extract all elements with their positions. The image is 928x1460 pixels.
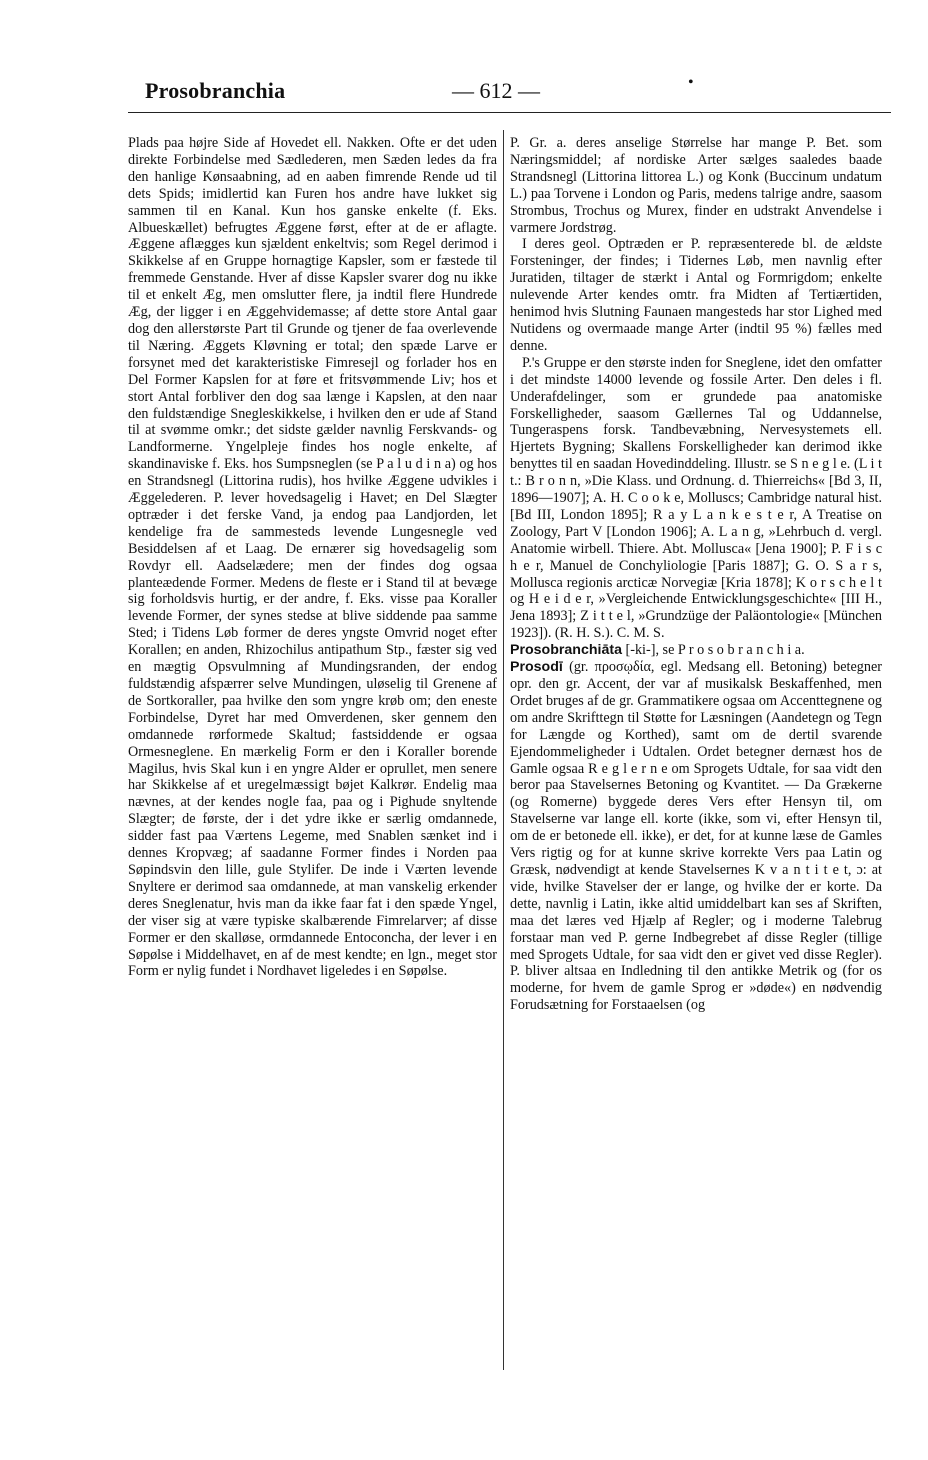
left-column <box>128 135 497 980</box>
entry-headword: Prosobranchiāta <box>510 642 622 659</box>
right-column <box>510 135 882 1014</box>
entry-body: (gr. προσῳδία, egl. Medsang ell. Betoning) betegner opr. den gr. Accent, der var af musikalsk Beskaffenhed, men Ordet bruges af de gr. Grammatikere ogsaa om Accenttegnene og om andre Skrifttegn til Støtte for Læsningen (Aandetegn og Tegn for Længde og Korthed), samt om de dertil svarende Ejendommeligheder i Udtalen. Ordet betegner dernæst hos de Gamle ogsaa R e g l e r n e om Sprogets Udtale, for saa vidt den beror paa Stavelsernes Betoning og Kvantitet. — Da Grækerne (og Romerne) byggede deres Vers efter Hensyn til, om Stavelserne var lange ell. korte (ikke, som vi, efter Hensyn til, om de er betonede ell. ikke), er det, for at kunne læse de Gamles Vers rigtig og for at kunne skrive korrekte Vers paa Latin og Græsk, nødvendigt at kende Stavelsernes K v a n t i t e t, ɔ: at vide, hvilke Stavelser der er lange, og hvilke der er korte. Da dette, navnlig i Latin, ikke altid umiddelbart kan ses af Skriften, maa det læres ved Hjælp af Regler; og i moderne Talebrug forstaar man ved P. gerne Indbegrebet af disse Regler (tillige med Sprogets Udtale, for saa vidt den er givet ved disse Regler). P. bliver altsaa en Indledning til den antikke Metrik og (for os moderne, for hvem de gamle Sprog er »døde«) en nødvendig Forudsætning for Forstaaelsen (og <box>510 659 882 1014</box>
right-paragraph-2: I deres geol. Optræden er P. repræsenterede bl. de ældste Forsteninger, der findes; i Tidernes Løb, men navnlig efter Juratiden, tiltager de stærkt i Antal og Formrigdom; enkelte nulevende Arter kendes omtr. fra Midten af Tertiærtiden, henimod hvis Slutning Faunaen mangesteds har stor Lighed med Nutidens og overmaade mange Arter (indtil 95 %) fælles med denne. <box>510 236 882 354</box>
entry-prosodi <box>510 659 882 1014</box>
header-rule <box>128 112 891 113</box>
running-head-title: Prosobranchia <box>145 78 286 103</box>
entry-body: [-ki-], se P r o s o b r a n c h i a. <box>621 642 805 659</box>
right-paragraph-1: P. Gr. a. deres anselige Størrelse har mange P. Bet. som Næringsmiddel; af nordiske Arter sælges saaledes baade Strandsnegl (Littorina littorea L.) og Konk (Buccinum undatum L.) paa Torvene i London og Paris, medens talrige andre, saasom Strombus, Trochus og Murex, finder en udstrakt Anvendelse i varmere Jordstrøg. <box>510 135 882 236</box>
right-paragraph-3: P.'s Gruppe er den største inden for Sneglene, idet den omfatter i det mindste 14000 levende og fossile Arter. Den deles i fl. Underafdelinger, som er grundede paa anatomiske Forskelligheder, saasom Gællernes Tal og Uddannelse, Tungeraspens forsk. Tandbevæbning, Nervesystemets ell. Hjertets Bygning; Skallens Forskelligheder kan derimod ikke benyttes til en saadan Hovedinddeling. Illustr. se S n e g l e. (L i t t.: B r o n n, »Die Klass. und Ordnung. d. Thierreichs« [Bd 3, II, 1896—1907]; A. H. C o o k e, Molluscs; Cambridge natural hist. [Bd III, London 1895]; R a y L a n k e s t e r, A Treatise on Zoology, Part V [London 1906]; A. L a n g, »Lehrbuch d. vergl. Anatomie wirbell. Thiere. Abt. Mollusca« [Jena 1900]; P. F i s c h e r, Manuel de Conchyliologie [Paris 1887]; G. O. S a r s, Mollusca regionis arcticæ Norvegiæ [Kria 1878]; K o r s c h e l t og H e i d e r, »Vergleichende Entwicklungsgeschichte« [III H., Jena 1893]; Z i t t e l, »Grundzüge der Paläontologie« [München 1923]). (R. H. S.). C. M. S. <box>510 354 882 642</box>
page-header <box>0 74 928 112</box>
entry-headword: Prosodī <box>510 659 563 676</box>
left-paragraph-1: Plads paa højre Side af Hovedet ell. Nakken. Ofte er det uden direkte Forbindelse med Sædlederen, men Sæden ledes da fra den hanlige Kønsaabning, ad en aaben fimrende Rende ud til dets Spids; imidlertid kan Furen hos andre have lukket sig sammen til en Kanal. Kun hos ganske enkelte (f. Eks. Albueskællet) befrugtes Æggene først, efter at de er aflagte. Æggene aflægges kun sjældent enkeltvis; som Regel derimod i Skikkelse af en Gruppe hornagtige Kapsler, som er fæstede til fremmede Genstande. Hver af disse Kapsler svarer dog nu ikke til et enkelt Æg, men omslutter flere, ja indtil flere Hundrede Æg, der ligger i en Æggehvidemasse; af dette store Antal gaar dog den allerstørste Part til Grunde og tjener de faa overlevende til Næring. Æggets Kløvning er total; den spæde Larve er forsynet med det karakteristiske Fimresejl og forlader hos en Del Former Kapslen for at føre et fritsvømmende Liv; hos et stort Antal forbliver den dog saa længe i Kapslen, at den naar den fuldstændige Snegleskikkelse, i hvilken den er ude af Stand til at svømme omkr.; det sidste gælder navnlig Ferskvands- og Landformerne. Yngelpleje findes hos nogle enkelte, af skandinaviske f. Eks. hos Sumpsneglen (se P a l u d i n a) og hos en Strandsnegl (Littorina rudis), hos hvilke Æggene udvikles i Æggelederen. P. lever hovedsagelig i Havet; en Del Slægter optræder i det ferske Vand, ja endog paa Landjorden, let kendelige fra de sammesteds levende Lungesnegle ved Besiddelsen af et Laag. De ernærer sig hovedsagelig som Rovdyr ell. Aadselædere; men der findes dog ogsaa planteædende Former. Medens de fleste er i Stand til at bevæge sig forholdsvis hurtig, er der andre, f. Eks. visse paa Koraller levende Former, der synes stedse at blive siddende paa samme Sted; i Tidens Løb former de deres yngste Omvrid noget efter Korallen; en anden, Rhizochilus antipathum Stp., fæster sig ved en mægtig Opsvulmning af Mundingsranden, der endog fuldstændig afspærrer selve Mundingen, uløselig til Grenene af de Sortkoraller, paa hvilke den som yngre krøb om; den eneste Forbindelse, Dyret har med Omverdenen, sker gennem den omdannede rørformede Skaltud; fastsiddende er ogsaa Ormesneglene. En mærkelig Form er den i Koraller borende Magilus, hvis Skal kun i en yngre Alder er oprullet, men senere har Skikkelse af et uregelmæssigt bøjet Kalkrør. Endelig maa nævnes, at der kendes nogle faa, paa og i Pighude snyltende Slægter; de første, der i det ydre ikke er særlig omdannede, sidder fast paa Værtens Legeme, med Snablen sænket ind i dennes Kropvæg; af saadanne Former findes i Norden paa Søpindsvin den lille, gule Stylifer. De inde i Værten levende Snyltere er derimod saa omdannede, at man vanskelig erkender deres Sneglenatur, hvis man da ikke faar fat i den spæde Yngel, der viser sig at være typiske skalbærende Fimrelarver; af disse Former er den skalløse, ormdannede Entoconcha, der lever i en Søpølse i Middelhavet, en af de mest kendte; en lgn., meget stor Form er nylig fundet i Nordhavet ligeledes i en Søpølse. <box>128 135 497 980</box>
column-divider <box>503 130 504 1370</box>
entry-prosobranchiata <box>510 642 882 659</box>
page-number: — 612 — <box>452 78 540 103</box>
stray-dot: • <box>688 74 694 91</box>
